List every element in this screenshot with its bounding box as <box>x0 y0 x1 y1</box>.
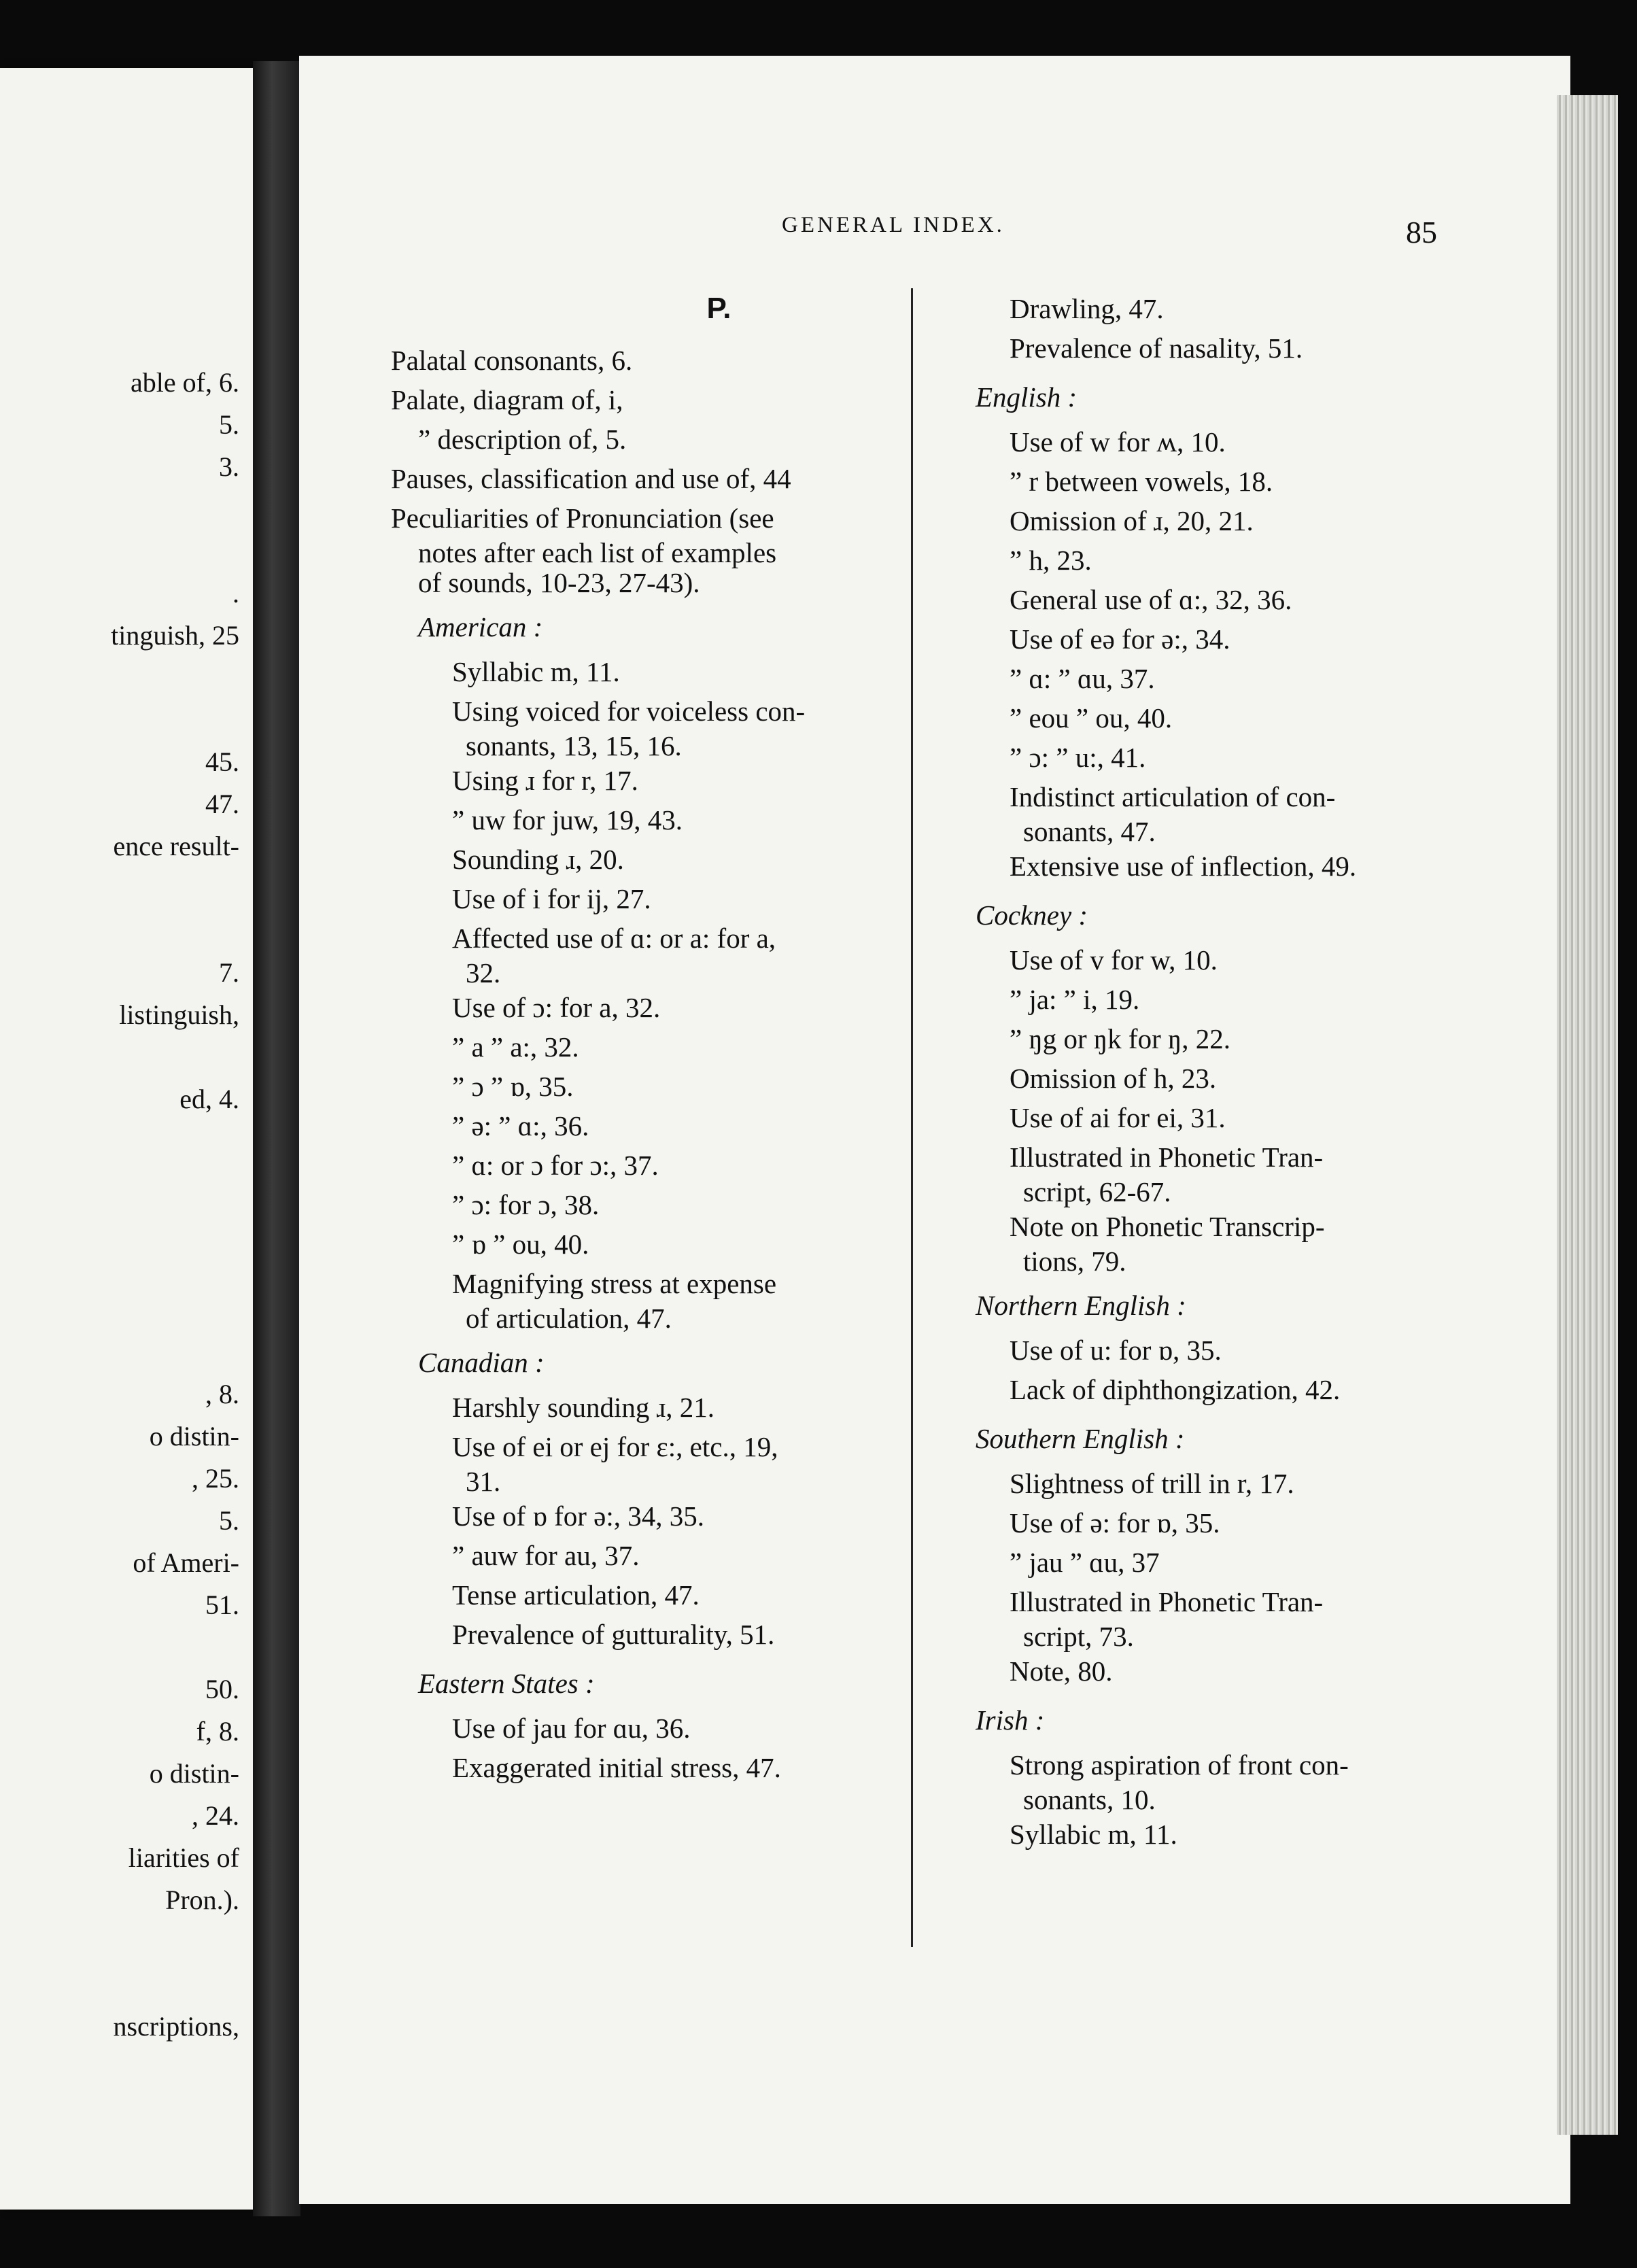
page-edges <box>1557 95 1618 2135</box>
left-page-fragment: , 25. <box>192 1463 239 1494</box>
index-entry: ” uw for juw, 19, 43. <box>452 804 683 836</box>
left-page-fragment: nscriptions, <box>113 2011 239 2042</box>
index-entry: ” ɑ: ” ɑu, 37. <box>1010 663 1155 694</box>
index-entry: Use of u: for ɒ, 35. <box>1010 1335 1222 1366</box>
index-entry: Use of ɒ for ə:, 34, 35. <box>452 1500 705 1532</box>
index-entry: Use of ɔ: for a, 32. <box>452 992 661 1023</box>
left-page-fragment: ence result- <box>113 831 239 861</box>
left-page-fragment: o distin- <box>149 1421 239 1451</box>
index-entry: Use of jau for ɑu, 36. <box>452 1713 691 1744</box>
index-entry: General use of ɑ:, 32, 36. <box>1010 584 1292 615</box>
index-entry: ” ə: ” ɑ:, 36. <box>452 1110 589 1141</box>
index-entry: ” ɑ: or ɔ for ɔ:, 37. <box>452 1150 659 1181</box>
index-entry: Sounding ɹ, 20. <box>452 844 624 875</box>
index-entry: ” auw for au, 37. <box>452 1540 640 1571</box>
index-entry: Omission of h, 23. <box>1010 1063 1217 1094</box>
index-entry: Use of ai for ei, 31. <box>1010 1102 1226 1133</box>
index-entry: Peculiarities of Pronunciation (see <box>391 502 774 534</box>
index-entry: ” jau ” ɑu, 37 <box>1010 1547 1160 1578</box>
index-entry: Lack of diphthongization, 42. <box>1010 1374 1341 1405</box>
index-entry: Palatal consonants, 6. <box>391 345 633 376</box>
index-entry: Use of w for ʍ, 10. <box>1010 426 1226 458</box>
left-page-fragment: 51. <box>205 1590 239 1620</box>
index-subheading: American : <box>418 611 543 642</box>
index-subheading: Canadian : <box>418 1347 545 1378</box>
left-page-fragment: . <box>232 578 239 608</box>
index-entry: Using voiced for voiceless con- <box>452 695 806 727</box>
left-entries <box>391 341 904 1787</box>
index-entry: Syllabic m, 11. <box>1010 1819 1177 1850</box>
index-entry: Note, 80. <box>1010 1655 1113 1687</box>
index-entry: Prevalence of gutturality, 51. <box>452 1619 775 1650</box>
index-entry: ” ɒ ” ou, 40. <box>452 1228 589 1260</box>
right-entries <box>948 289 1492 1854</box>
index-entry: Illustrated in Phonetic Tran- <box>1010 1586 1324 1617</box>
index-entry: Use of v for w, 10. <box>1010 944 1218 976</box>
index-entry: ” eou ” ou, 40. <box>1010 702 1173 734</box>
index-entry: Harshly sounding ɹ, 21. <box>452 1392 715 1423</box>
left-page-fragment: able of, 6. <box>131 367 239 398</box>
left-page-fragment: , 8. <box>205 1379 239 1409</box>
left-page-fragment: liarities of <box>128 1842 239 1873</box>
index-entry: Slightness of trill in r, 17. <box>1010 1468 1294 1499</box>
left-page-fragment: 45. <box>205 746 239 777</box>
column-divider <box>911 288 913 1947</box>
index-column-left <box>391 289 904 1787</box>
left-page-fragment: 5. <box>219 1505 239 1536</box>
index-entry: ” ɔ: for ɔ, 38. <box>452 1189 600 1220</box>
index-entry: Pauses, classification and use of, 44 <box>391 463 791 494</box>
index-entry: ” r between vowels, 18. <box>1010 466 1273 497</box>
index-subheading: Southern English : <box>976 1423 1185 1454</box>
index-entry: Syllabic m, 11. <box>452 656 620 687</box>
left-page-fragment: Pron.). <box>165 1885 239 1915</box>
book-gutter <box>253 61 300 2216</box>
left-page-fragment: o distin- <box>149 1758 239 1789</box>
index-entry: Use of ei or ej for ɛ:, etc., 19, <box>452 1431 778 1462</box>
index-entry: Extensive use of inflection, 49. <box>1010 850 1357 882</box>
left-page-fragment: f, 8. <box>196 1716 239 1747</box>
left-page-fragment: tinguish, 25 <box>111 620 239 651</box>
left-page <box>0 68 253 2210</box>
index-entry: sonants, 13, 15, 16. <box>466 730 682 761</box>
index-entry: notes after each list of examples <box>418 537 777 568</box>
index-entry: 32. <box>466 957 501 989</box>
index-subheading: Cockney : <box>976 899 1088 931</box>
index-entry: sonants, 47. <box>1023 816 1156 847</box>
index-entry: Use of i for ij, 27. <box>452 883 651 914</box>
index-subheading: Northern English : <box>976 1290 1186 1321</box>
index-entry: Omission of ɹ, 20, 21. <box>1010 505 1254 536</box>
index-entry: Use of eə for ə:, 34. <box>1010 623 1230 655</box>
index-entry: Exaggerated initial stress, 47. <box>452 1752 781 1783</box>
index-entry: ” ɔ ” ɒ, 35. <box>452 1071 574 1102</box>
index-entry: script, 73. <box>1023 1621 1134 1652</box>
index-entry: 31. <box>466 1466 501 1497</box>
left-page-fragment: , 24. <box>192 1800 239 1831</box>
index-entry: ” ja: ” i, 19. <box>1010 984 1140 1015</box>
index-subheading: English : <box>976 381 1078 413</box>
index-entry: Tense articulation, 47. <box>452 1579 700 1611</box>
running-header: GENERAL INDEX. <box>782 213 1005 237</box>
index-entry: sonants, 10. <box>1023 1784 1156 1815</box>
section-letter: P. <box>706 292 731 325</box>
index-entry: Indistinct articulation of con- <box>1010 781 1336 812</box>
index-entry: Palate, diagram of, i, <box>391 384 623 415</box>
index-entry: Affected use of ɑ: or a: for a, <box>452 923 776 954</box>
left-page-fragment: 7. <box>219 957 239 988</box>
index-entry: of articulation, 47. <box>466 1303 672 1334</box>
index-entry: tions, 79. <box>1023 1245 1126 1277</box>
index-entry: Use of ə: for ɒ, 35. <box>1010 1507 1220 1539</box>
index-entry: Magnifying stress at expense <box>452 1268 777 1299</box>
left-page-fragment: listinguish, <box>119 999 239 1030</box>
index-entry: Using ɹ for r, 17. <box>452 765 638 796</box>
index-column-right <box>948 289 1492 1854</box>
index-entry: ” description of, 5. <box>418 424 627 455</box>
left-page-fragment: 50. <box>205 1674 239 1704</box>
index-entry: ” ɔ: ” u:, 41. <box>1010 742 1146 773</box>
index-entry: of sounds, 10-23, 27-43). <box>418 567 700 598</box>
page-number: 85 <box>1406 215 1437 250</box>
index-entry: Prevalence of nasality, 51. <box>1010 332 1303 364</box>
index-entry: ” a ” a:, 32. <box>452 1031 579 1063</box>
index-subheading: Irish : <box>976 1704 1045 1736</box>
index-entry: ” h, 23. <box>1010 545 1092 576</box>
left-page-fragment: 3. <box>219 451 239 482</box>
index-entry: Drawling, 47. <box>1010 293 1164 324</box>
index-entry: Strong aspiration of front con- <box>1010 1749 1349 1781</box>
left-page-fragment: 5. <box>219 409 239 440</box>
index-entry: Note on Phonetic Transcrip- <box>1010 1211 1325 1242</box>
index-entry: ” ŋg or ŋk for ŋ, 22. <box>1010 1023 1230 1054</box>
left-page-fragment: of Ameri- <box>133 1547 239 1578</box>
index-subheading: Eastern States : <box>418 1668 595 1699</box>
index-entry: Illustrated in Phonetic Tran- <box>1010 1141 1324 1173</box>
left-page-fragment: 47. <box>205 789 239 819</box>
left-page-fragment: ed, 4. <box>179 1084 239 1114</box>
index-entry: script, 62-67. <box>1023 1176 1171 1207</box>
